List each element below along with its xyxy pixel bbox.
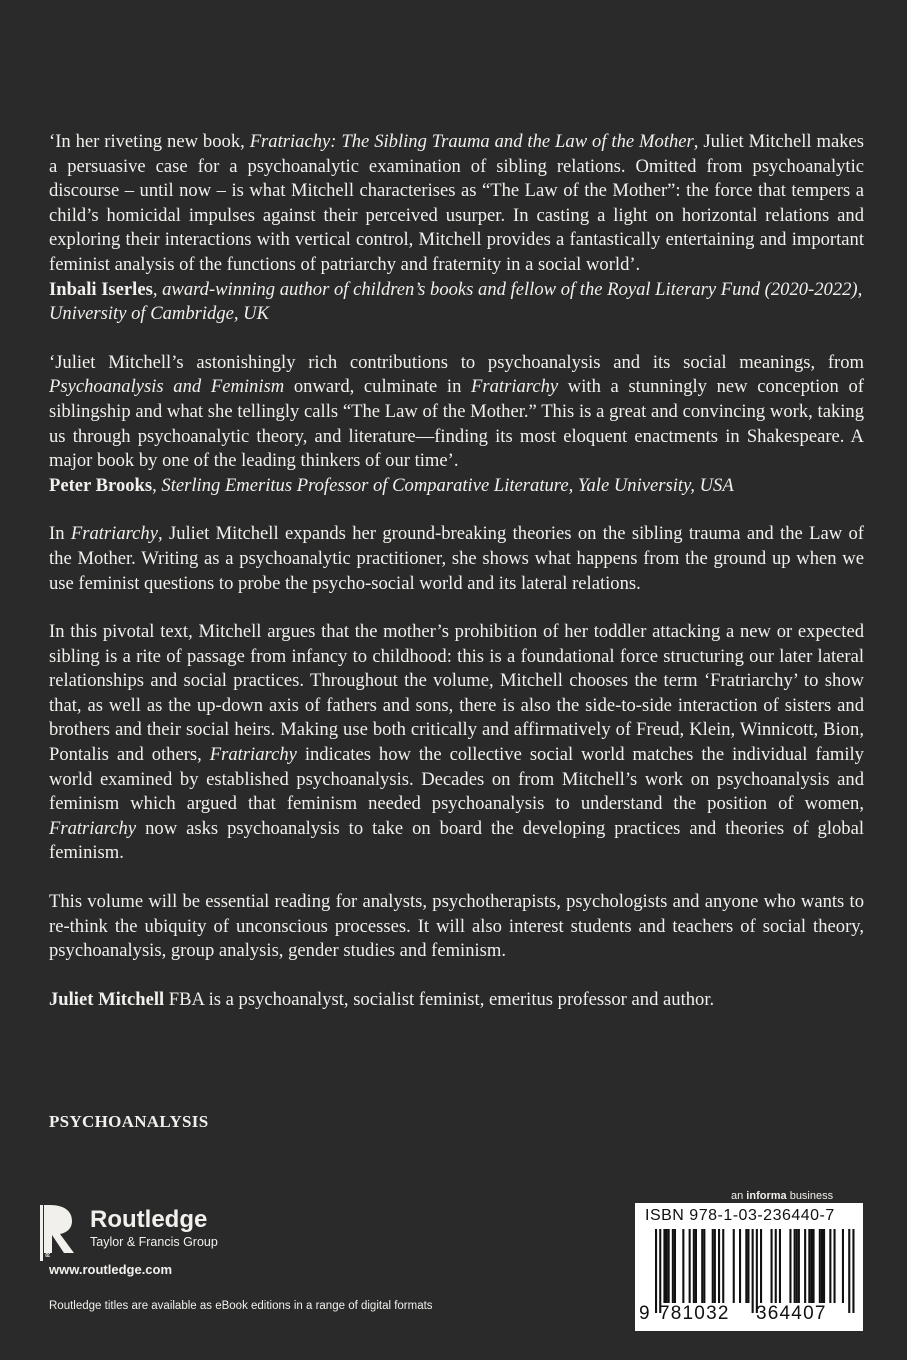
barcode-bar: [794, 1229, 796, 1303]
isbn-barcode: [635, 1203, 863, 1331]
author-name: Juliet Mitchell: [49, 988, 165, 1010]
barcode-bar: [733, 1229, 735, 1303]
barcode-bar: [829, 1229, 831, 1303]
barcode-bar: [842, 1229, 844, 1303]
barcode-bar: [796, 1229, 798, 1303]
publisher-website-link[interactable]: www.routledge.com: [49, 1262, 173, 1277]
description-paragraph-3: This volume will be essential reading for analysts, psychotherapists, psychologists and anyone who wants to re-think the ubiquity of unconscious processes. It will also interest students and teachers of social theory, psychoanalysis, group analysis, gender studies and feminism.: [49, 891, 864, 962]
barcode-bar: [659, 1229, 661, 1313]
routledge-logo: [40, 1203, 300, 1263]
endorsement-2: ‘Juliet Mitchell’s astonishingly rich contributions to psychoanalysis and its social meanings, from Psychoanalysis and Feminism onward, culminate in Fratriarchy with a stunningly new conception of siblingship and what she tellingly calls “The Law of the Mother.” This is a great and convincing work, taking us through psychoanalytic theory, and literature—finding its most eloquent enactments in Shakespeare. A major book by one of the leading thinkers of our time’.: [49, 351, 864, 472]
barcode-first-digit: 9: [639, 1303, 651, 1324]
routledge-spine-text: ROUTLEDGE: [46, 1219, 52, 1257]
barcode-bar: [779, 1229, 781, 1303]
barcode-bar: [752, 1229, 754, 1313]
endorser-role: Sterling Emeritus Professor of Comparative Literature, Yale University, USA: [161, 474, 734, 496]
ebook-note: Routledge titles are available as eBook editions in a range of digital formats: [49, 1300, 433, 1312]
barcode-bar: [689, 1229, 691, 1303]
barcode-right-digits: 364407: [756, 1303, 827, 1324]
endorser-name: Inbali Iserles: [49, 278, 153, 300]
barcode-bar: [747, 1229, 749, 1303]
description-paragraph-2: In this pivotal text, Mitchell argues that the mother’s prohibition of her toddler attacking a new or expected sibling is a rite of passage from infancy to childhood: this is a foundational force structuring our later lateral relationships and social practices. Throughout the volume, Mitchell chooses the term ‘Fratriarchy’ to show that, as well as the up-down axis of fathers and sons, there is also the side-to-side interaction of sisters and brothers and their social heirs. Making use both critically and affirmatively of Freud, Klein, Winnicott, Bion, Pontalis and others, Fratriarchy indicates how the collective social world matches the individual family world examined by established psychoanalysis. Decades on from Mitchell’s work on psychoanalysis and feminism which argued that feminism needed psychoanalysis to understand the position of women, Fratriarchy now asks psychoanalysis to take on board the developing practices and theories of global feminism.: [49, 621, 864, 864]
barcode-bar: [823, 1229, 825, 1303]
book-title: Fratriarchy: [471, 376, 559, 398]
book-title: Fratriachy: The Sibling Trauma and the Law of the Mother: [249, 131, 694, 152]
barcode-bar: [848, 1229, 850, 1313]
book-title: Fratriarchy: [70, 523, 158, 545]
book-title: Fratriarchy: [49, 817, 137, 839]
endorser-role: award-winning author of children’s books and fellow of the Royal Literary Fund (2020-2022), University of Cambridge, UK: [49, 278, 863, 325]
barcode-bar: [703, 1229, 705, 1303]
barcode-bar: [668, 1229, 670, 1303]
barcode-bar: [789, 1229, 791, 1303]
book-title: Psychoanalysis and Feminism: [49, 376, 285, 398]
barcode-bar: [771, 1229, 773, 1303]
description-paragraph-1: In Fratriarchy, Juliet Mitchell expands her ground-breaking theories on the sibling trauma and the Law of the Mother. Writing as a psychoanalytic practitioner, she shows what happens from the ground up when we use feminist questions to probe the psycho-social world and its lateral relations.: [49, 523, 865, 594]
barcode-bar: [695, 1229, 697, 1303]
barcode-bar: [804, 1229, 806, 1303]
barcode-bar: [701, 1229, 703, 1303]
quote-text: ‘In her riveting new book,: [49, 131, 250, 152]
barcode-bar: [718, 1229, 720, 1303]
barcode-bar: [672, 1229, 674, 1303]
barcode-bar: [712, 1229, 714, 1303]
publisher-name: Routledge: [90, 1206, 208, 1233]
barcode-bar: [852, 1229, 854, 1313]
endorser-name: Peter Brooks: [49, 474, 153, 496]
endorsement-1-attribution: Inbali Iserles, award-winning author of children’s books and fellow of the Royal Literary Fund (2020-2022), University of Cambridge, UK: [49, 278, 863, 325]
barcode-bar: [663, 1229, 665, 1303]
author-bio: Juliet Mitchell FBA is a psychoanalyst, socialist feminist, emeritus professor and author.: [49, 988, 715, 1010]
barcode-bar: [739, 1229, 741, 1303]
barcode-bar: [819, 1229, 821, 1303]
barcode-bar: [821, 1229, 823, 1303]
barcode-bar: [834, 1229, 836, 1303]
barcode-bar: [745, 1229, 747, 1303]
isbn-label: ISBN 978-1-03-236440-7: [645, 1207, 835, 1224]
barcode-bar: [655, 1229, 657, 1313]
barcode-bar: [682, 1229, 684, 1303]
informa-business-tag: an informa business: [731, 1190, 834, 1202]
barcode-bar: [674, 1229, 676, 1303]
book-title: Fratriarchy: [209, 744, 297, 766]
publisher-group: Taylor & Francis Group: [90, 1235, 218, 1249]
endorsement-2-attribution: Peter Brooks, Sterling Emeritus Professor of Comparative Literature, Yale University, USA: [49, 474, 734, 496]
barcode-bar: [760, 1229, 762, 1303]
back-cover-text: [49, 130, 864, 1036]
barcode-bar: [775, 1229, 777, 1303]
barcode-bar: [722, 1229, 724, 1303]
quote-text: , Juliet Mitchell makes a persuasive case for a psychoanalytic examination of sibling relations. Omitted from psychoanalytic discourse – until now – is what Mitchell characterises as “The Law of the Mother”: the force that tempers a child’s homicidal impulses against their perceived usurper. In casting a light on horizontal relations and exploring their interactions with vertical control, Mitchell provides a fantastically entertaining and important feminist analysis of the functions of patriarchy and fraternity in a social world’.: [49, 131, 865, 275]
barcode-bar: [813, 1229, 815, 1303]
barcode-bar: [666, 1229, 668, 1303]
subject-category: PSYCHOANALYSIS: [49, 1112, 209, 1131]
barcode-bar: [808, 1229, 810, 1303]
barcode-bar: [714, 1229, 716, 1303]
barcode-bar: [798, 1229, 800, 1303]
endorsement-1: [49, 130, 864, 278]
barcode-bar: [810, 1229, 812, 1303]
barcode-left-digits: 781032: [659, 1303, 730, 1324]
barcode-bar: [693, 1229, 695, 1303]
barcode-bar: [756, 1229, 758, 1313]
